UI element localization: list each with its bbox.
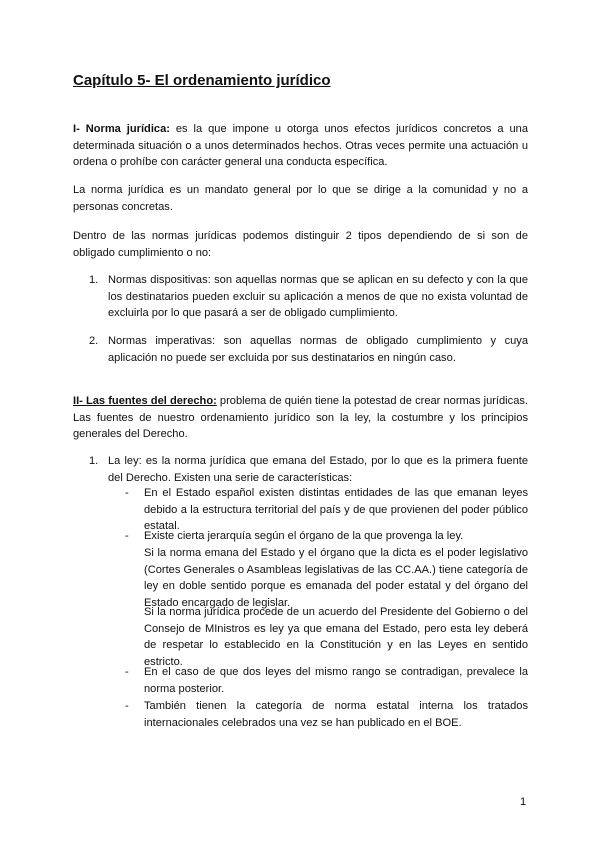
- bullet-norma-posterior: En el caso de que dos leyes del mismo rango se contradigan, prevalece la norma posterior.: [144, 666, 528, 695]
- fuentes-derecho-paragraph: [73, 393, 528, 443]
- section-heading-fuentes: II- Las fuentes del derecho:: [73, 395, 217, 407]
- sub-paragraph-presidente: Si la norma jurídica procede de un acuerdo del Presidente del Gobierno o del Consejo de MInistros es ley ya que emana del Estado, pero esta ley deberá de respetar lo establecido en la Constitución y en las Leyes en sentido estricto.: [144, 606, 528, 668]
- list-number: 1.: [89, 455, 99, 467]
- dash-marker: -: [125, 530, 129, 542]
- dash-marker: -: [125, 700, 129, 712]
- section-heading-norma-juridica: I- Norma jurídica:: [73, 123, 170, 135]
- bullet-entidades: En el Estado español existen distintas entidades de las que emanan leyes debido a la estructura territorial del país y de que provienen del poder público estatal.: [144, 487, 528, 533]
- norma-juridica-definition: [73, 121, 528, 171]
- dash-marker: -: [125, 666, 129, 678]
- paragraph-mandato: La norma jurídica es un mandato general por lo que se dirige a la comunidad y no a personas concretas.: [73, 184, 528, 213]
- fuentes-text: problema de quién tiene la potestad de crear normas jurídicas. Las fuentes de nuestro ordenamiento jurídico son la ley, la costumbre y los principios generales del Derecho.: [73, 395, 528, 441]
- norma-juridica-text: es la que impone u otorga unos efectos jurídicos concretos a una determinada situación o a unos determinados hechos. Otras veces permite una actuación u ordena o prohíbe con carácter general una conducta específica.: [73, 123, 528, 169]
- list-item-dispositivas: Normas dispositivas: son aquellas normas que se aplican en su defecto y con la que los destinatarios pueden excluir su aplicación a menos de que no exista voluntad de excluirla por lo que pasará a ser de obligado cumplimiento.: [108, 274, 528, 320]
- page-title: Capítulo 5- El ordenamiento jurídico: [73, 72, 331, 89]
- page-number: 1: [520, 796, 527, 808]
- list-number: 1.: [89, 274, 99, 286]
- list-item-imperativas: Normas imperativas: son aquellas normas de obligado cumplimiento y cuya aplicación no puede ser excluida por sus destinatarios en ningún caso.: [108, 335, 528, 364]
- bullet-tratados: También tienen la categoría de norma estatal interna los tratados internacionales celebrados una vez se han publicado en el BOE.: [144, 700, 528, 729]
- paragraph-tipos: Dentro de las normas jurídicas podemos distinguir 2 tipos dependiendo de si son de obligado cumplimiento o no:: [73, 230, 528, 259]
- sub-paragraph-poder-legislativo: Si la norma emana del Estado y el órgano que la dicta es el poder legislativo (Cortes Generales o Asambleas legislativas de las CC.AA.) tiene categoría de ley en doble sentido porque es emanada del poder estatal y del órgano del Estado encargado de legislar.: [144, 547, 528, 609]
- list-item-ley: La ley: es la norma jurídica que emana del Estado, por lo que es la primera fuente del Derecho. Existen una serie de características:: [108, 455, 528, 484]
- list-number: 2.: [89, 335, 99, 347]
- bullet-jerarquia: Existe cierta jerarquía según el órgano de la que provenga la ley.: [144, 530, 464, 542]
- dash-marker: -: [125, 487, 129, 499]
